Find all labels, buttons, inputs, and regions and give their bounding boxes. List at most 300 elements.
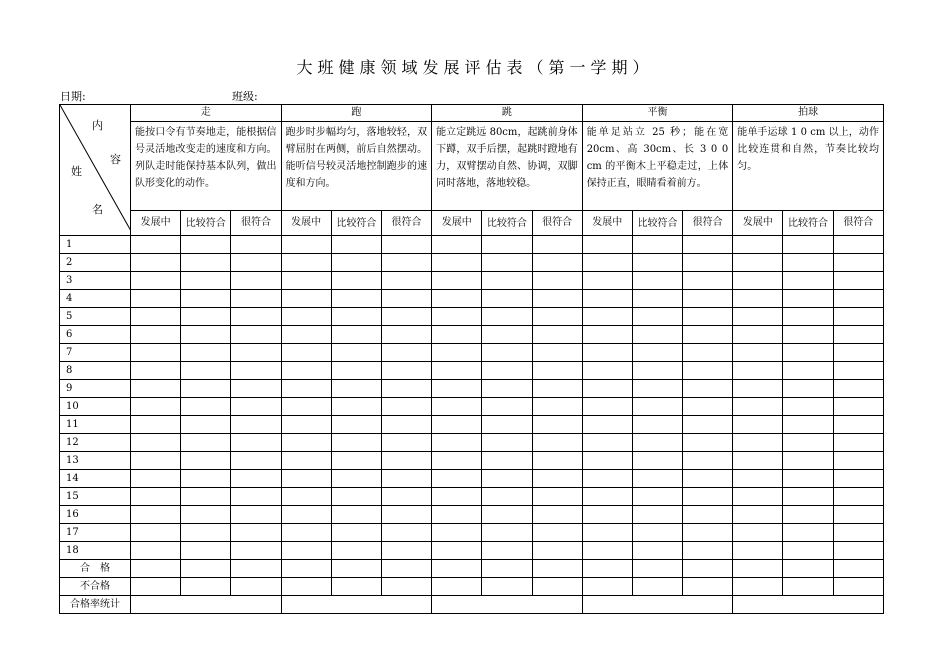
summary-cell[interactable]	[331, 560, 381, 578]
pass-rate-cell[interactable]	[733, 596, 884, 614]
summary-cell[interactable]	[482, 578, 532, 596]
score-cell[interactable]	[231, 416, 281, 434]
score-cell[interactable]	[733, 236, 783, 254]
score-cell[interactable]	[131, 416, 181, 434]
score-cell[interactable]	[833, 506, 883, 524]
score-cell[interactable]	[281, 452, 331, 470]
score-cell[interactable]	[131, 398, 181, 416]
score-cell[interactable]	[833, 434, 883, 452]
score-cell[interactable]	[783, 416, 833, 434]
score-cell[interactable]	[281, 254, 331, 272]
pass-rate-cell[interactable]	[131, 596, 282, 614]
score-cell[interactable]	[582, 524, 632, 542]
summary-cell[interactable]	[532, 578, 582, 596]
score-cell[interactable]	[131, 236, 181, 254]
score-cell[interactable]	[482, 452, 532, 470]
score-cell[interactable]	[632, 362, 682, 380]
score-cell[interactable]	[632, 290, 682, 308]
score-cell[interactable]	[733, 380, 783, 398]
score-cell[interactable]	[381, 452, 431, 470]
summary-cell[interactable]	[532, 560, 582, 578]
score-cell[interactable]	[281, 380, 331, 398]
score-cell[interactable]	[181, 506, 231, 524]
score-cell[interactable]	[683, 416, 733, 434]
score-cell[interactable]	[833, 326, 883, 344]
score-cell[interactable]	[783, 326, 833, 344]
score-cell[interactable]	[281, 308, 331, 326]
score-cell[interactable]	[231, 326, 281, 344]
score-cell[interactable]	[783, 470, 833, 488]
score-cell[interactable]	[582, 398, 632, 416]
score-cell[interactable]	[331, 470, 381, 488]
score-cell[interactable]	[432, 542, 482, 560]
score-cell[interactable]	[632, 398, 682, 416]
score-cell[interactable]	[131, 434, 181, 452]
score-cell[interactable]	[181, 272, 231, 290]
score-cell[interactable]	[833, 236, 883, 254]
score-cell[interactable]	[331, 272, 381, 290]
score-cell[interactable]	[131, 290, 181, 308]
score-cell[interactable]	[231, 236, 281, 254]
score-cell[interactable]	[532, 416, 582, 434]
score-cell[interactable]	[733, 326, 783, 344]
score-cell[interactable]	[181, 308, 231, 326]
score-cell[interactable]	[381, 398, 431, 416]
score-cell[interactable]	[833, 452, 883, 470]
score-cell[interactable]	[131, 380, 181, 398]
score-cell[interactable]	[683, 452, 733, 470]
score-cell[interactable]	[582, 488, 632, 506]
summary-cell[interactable]	[733, 560, 783, 578]
summary-cell[interactable]	[582, 578, 632, 596]
score-cell[interactable]	[683, 434, 733, 452]
score-cell[interactable]	[331, 326, 381, 344]
score-cell[interactable]	[833, 362, 883, 380]
summary-cell[interactable]	[683, 578, 733, 596]
score-cell[interactable]	[432, 416, 482, 434]
score-cell[interactable]	[432, 254, 482, 272]
score-cell[interactable]	[532, 398, 582, 416]
score-cell[interactable]	[381, 380, 431, 398]
score-cell[interactable]	[432, 506, 482, 524]
score-cell[interactable]	[833, 254, 883, 272]
score-cell[interactable]	[231, 542, 281, 560]
summary-cell[interactable]	[131, 578, 181, 596]
score-cell[interactable]	[582, 506, 632, 524]
score-cell[interactable]	[482, 524, 532, 542]
score-cell[interactable]	[733, 524, 783, 542]
summary-cell[interactable]	[683, 560, 733, 578]
score-cell[interactable]	[833, 416, 883, 434]
score-cell[interactable]	[432, 272, 482, 290]
score-cell[interactable]	[131, 506, 181, 524]
score-cell[interactable]	[632, 380, 682, 398]
score-cell[interactable]	[231, 452, 281, 470]
score-cell[interactable]	[281, 290, 331, 308]
score-cell[interactable]	[331, 434, 381, 452]
score-cell[interactable]	[482, 506, 532, 524]
score-cell[interactable]	[432, 308, 482, 326]
score-cell[interactable]	[733, 470, 783, 488]
score-cell[interactable]	[783, 254, 833, 272]
score-cell[interactable]	[181, 344, 231, 362]
score-cell[interactable]	[381, 308, 431, 326]
score-cell[interactable]	[482, 362, 532, 380]
score-cell[interactable]	[532, 488, 582, 506]
score-cell[interactable]	[683, 542, 733, 560]
score-cell[interactable]	[532, 452, 582, 470]
summary-cell[interactable]	[432, 578, 482, 596]
summary-cell[interactable]	[783, 578, 833, 596]
score-cell[interactable]	[532, 362, 582, 380]
score-cell[interactable]	[432, 290, 482, 308]
score-cell[interactable]	[381, 542, 431, 560]
score-cell[interactable]	[381, 434, 431, 452]
score-cell[interactable]	[231, 524, 281, 542]
score-cell[interactable]	[783, 344, 833, 362]
score-cell[interactable]	[181, 470, 231, 488]
score-cell[interactable]	[632, 470, 682, 488]
score-cell[interactable]	[432, 344, 482, 362]
score-cell[interactable]	[582, 272, 632, 290]
score-cell[interactable]	[532, 470, 582, 488]
score-cell[interactable]	[181, 254, 231, 272]
score-cell[interactable]	[281, 470, 331, 488]
score-cell[interactable]	[632, 308, 682, 326]
summary-cell[interactable]	[833, 560, 883, 578]
score-cell[interactable]	[783, 524, 833, 542]
summary-cell[interactable]	[482, 560, 532, 578]
score-cell[interactable]	[833, 398, 883, 416]
score-cell[interactable]	[783, 290, 833, 308]
score-cell[interactable]	[482, 272, 532, 290]
score-cell[interactable]	[783, 398, 833, 416]
score-cell[interactable]	[331, 398, 381, 416]
score-cell[interactable]	[231, 506, 281, 524]
score-cell[interactable]	[683, 308, 733, 326]
score-cell[interactable]	[632, 452, 682, 470]
summary-cell[interactable]	[181, 578, 231, 596]
score-cell[interactable]	[131, 326, 181, 344]
score-cell[interactable]	[432, 398, 482, 416]
score-cell[interactable]	[331, 452, 381, 470]
summary-cell[interactable]	[783, 560, 833, 578]
score-cell[interactable]	[632, 524, 682, 542]
score-cell[interactable]	[331, 416, 381, 434]
score-cell[interactable]	[683, 470, 733, 488]
score-cell[interactable]	[331, 488, 381, 506]
score-cell[interactable]	[683, 380, 733, 398]
score-cell[interactable]	[683, 254, 733, 272]
summary-cell[interactable]	[582, 560, 632, 578]
score-cell[interactable]	[181, 434, 231, 452]
score-cell[interactable]	[331, 290, 381, 308]
score-cell[interactable]	[532, 380, 582, 398]
score-cell[interactable]	[131, 254, 181, 272]
score-cell[interactable]	[482, 254, 532, 272]
summary-cell[interactable]	[331, 578, 381, 596]
score-cell[interactable]	[181, 290, 231, 308]
score-cell[interactable]	[582, 470, 632, 488]
score-cell[interactable]	[331, 236, 381, 254]
score-cell[interactable]	[482, 290, 532, 308]
score-cell[interactable]	[231, 290, 281, 308]
score-cell[interactable]	[632, 236, 682, 254]
score-cell[interactable]	[683, 344, 733, 362]
score-cell[interactable]	[532, 254, 582, 272]
score-cell[interactable]	[733, 290, 783, 308]
score-cell[interactable]	[683, 398, 733, 416]
score-cell[interactable]	[482, 308, 532, 326]
score-cell[interactable]	[131, 542, 181, 560]
score-cell[interactable]	[482, 488, 532, 506]
score-cell[interactable]	[482, 380, 532, 398]
score-cell[interactable]	[632, 542, 682, 560]
score-cell[interactable]	[381, 236, 431, 254]
score-cell[interactable]	[833, 272, 883, 290]
score-cell[interactable]	[532, 290, 582, 308]
score-cell[interactable]	[432, 326, 482, 344]
score-cell[interactable]	[281, 416, 331, 434]
score-cell[interactable]	[281, 542, 331, 560]
pass-rate-cell[interactable]	[582, 596, 733, 614]
score-cell[interactable]	[632, 254, 682, 272]
score-cell[interactable]	[683, 362, 733, 380]
score-cell[interactable]	[381, 488, 431, 506]
score-cell[interactable]	[582, 326, 632, 344]
score-cell[interactable]	[683, 290, 733, 308]
score-cell[interactable]	[632, 326, 682, 344]
score-cell[interactable]	[783, 272, 833, 290]
score-cell[interactable]	[833, 470, 883, 488]
score-cell[interactable]	[131, 524, 181, 542]
score-cell[interactable]	[181, 416, 231, 434]
summary-cell[interactable]	[131, 560, 181, 578]
score-cell[interactable]	[532, 236, 582, 254]
score-cell[interactable]	[231, 434, 281, 452]
score-cell[interactable]	[833, 542, 883, 560]
score-cell[interactable]	[532, 506, 582, 524]
score-cell[interactable]	[632, 488, 682, 506]
score-cell[interactable]	[582, 344, 632, 362]
score-cell[interactable]	[683, 506, 733, 524]
score-cell[interactable]	[381, 344, 431, 362]
score-cell[interactable]	[131, 272, 181, 290]
score-cell[interactable]	[833, 524, 883, 542]
score-cell[interactable]	[582, 416, 632, 434]
score-cell[interactable]	[231, 380, 281, 398]
score-cell[interactable]	[582, 542, 632, 560]
score-cell[interactable]	[432, 524, 482, 542]
score-cell[interactable]	[181, 362, 231, 380]
score-cell[interactable]	[231, 254, 281, 272]
score-cell[interactable]	[181, 398, 231, 416]
score-cell[interactable]	[131, 308, 181, 326]
score-cell[interactable]	[482, 542, 532, 560]
score-cell[interactable]	[381, 506, 431, 524]
score-cell[interactable]	[181, 326, 231, 344]
score-cell[interactable]	[783, 488, 833, 506]
score-cell[interactable]	[331, 308, 381, 326]
score-cell[interactable]	[683, 488, 733, 506]
summary-cell[interactable]	[281, 560, 331, 578]
score-cell[interactable]	[582, 362, 632, 380]
score-cell[interactable]	[783, 236, 833, 254]
score-cell[interactable]	[733, 488, 783, 506]
score-cell[interactable]	[532, 344, 582, 362]
score-cell[interactable]	[733, 362, 783, 380]
score-cell[interactable]	[231, 308, 281, 326]
summary-cell[interactable]	[231, 578, 281, 596]
score-cell[interactable]	[582, 452, 632, 470]
score-cell[interactable]	[733, 506, 783, 524]
score-cell[interactable]	[432, 362, 482, 380]
score-cell[interactable]	[532, 326, 582, 344]
score-cell[interactable]	[632, 272, 682, 290]
score-cell[interactable]	[181, 236, 231, 254]
summary-cell[interactable]	[632, 560, 682, 578]
score-cell[interactable]	[833, 308, 883, 326]
score-cell[interactable]	[532, 524, 582, 542]
score-cell[interactable]	[331, 542, 381, 560]
score-cell[interactable]	[432, 434, 482, 452]
score-cell[interactable]	[833, 290, 883, 308]
score-cell[interactable]	[331, 506, 381, 524]
summary-cell[interactable]	[833, 578, 883, 596]
pass-rate-cell[interactable]	[432, 596, 583, 614]
score-cell[interactable]	[432, 236, 482, 254]
score-cell[interactable]	[683, 272, 733, 290]
summary-cell[interactable]	[432, 560, 482, 578]
score-cell[interactable]	[783, 362, 833, 380]
score-cell[interactable]	[683, 524, 733, 542]
score-cell[interactable]	[532, 308, 582, 326]
score-cell[interactable]	[381, 416, 431, 434]
summary-cell[interactable]	[281, 578, 331, 596]
score-cell[interactable]	[482, 398, 532, 416]
score-cell[interactable]	[281, 236, 331, 254]
score-cell[interactable]	[582, 254, 632, 272]
score-cell[interactable]	[231, 344, 281, 362]
score-cell[interactable]	[131, 470, 181, 488]
score-cell[interactable]	[632, 416, 682, 434]
score-cell[interactable]	[783, 506, 833, 524]
score-cell[interactable]	[582, 434, 632, 452]
score-cell[interactable]	[632, 506, 682, 524]
summary-cell[interactable]	[733, 578, 783, 596]
pass-rate-cell[interactable]	[281, 596, 432, 614]
summary-cell[interactable]	[381, 578, 431, 596]
score-cell[interactable]	[181, 452, 231, 470]
score-cell[interactable]	[783, 434, 833, 452]
score-cell[interactable]	[733, 344, 783, 362]
score-cell[interactable]	[482, 326, 532, 344]
score-cell[interactable]	[582, 236, 632, 254]
score-cell[interactable]	[532, 434, 582, 452]
score-cell[interactable]	[582, 308, 632, 326]
summary-cell[interactable]	[632, 578, 682, 596]
score-cell[interactable]	[833, 344, 883, 362]
score-cell[interactable]	[482, 236, 532, 254]
score-cell[interactable]	[181, 542, 231, 560]
score-cell[interactable]	[231, 362, 281, 380]
score-cell[interactable]	[231, 272, 281, 290]
score-cell[interactable]	[833, 380, 883, 398]
score-cell[interactable]	[331, 362, 381, 380]
score-cell[interactable]	[432, 470, 482, 488]
score-cell[interactable]	[783, 452, 833, 470]
score-cell[interactable]	[783, 542, 833, 560]
score-cell[interactable]	[432, 380, 482, 398]
score-cell[interactable]	[432, 452, 482, 470]
score-cell[interactable]	[733, 452, 783, 470]
score-cell[interactable]	[381, 326, 431, 344]
score-cell[interactable]	[231, 488, 281, 506]
score-cell[interactable]	[482, 434, 532, 452]
score-cell[interactable]	[331, 380, 381, 398]
score-cell[interactable]	[733, 542, 783, 560]
score-cell[interactable]	[281, 362, 331, 380]
score-cell[interactable]	[783, 380, 833, 398]
score-cell[interactable]	[381, 524, 431, 542]
score-cell[interactable]	[733, 398, 783, 416]
score-cell[interactable]	[181, 488, 231, 506]
score-cell[interactable]	[532, 542, 582, 560]
score-cell[interactable]	[131, 452, 181, 470]
score-cell[interactable]	[281, 344, 331, 362]
score-cell[interactable]	[281, 488, 331, 506]
score-cell[interactable]	[281, 524, 331, 542]
score-cell[interactable]	[532, 272, 582, 290]
score-cell[interactable]	[331, 254, 381, 272]
score-cell[interactable]	[131, 488, 181, 506]
score-cell[interactable]	[281, 326, 331, 344]
score-cell[interactable]	[381, 272, 431, 290]
score-cell[interactable]	[331, 344, 381, 362]
score-cell[interactable]	[833, 488, 883, 506]
score-cell[interactable]	[381, 470, 431, 488]
score-cell[interactable]	[131, 344, 181, 362]
score-cell[interactable]	[181, 380, 231, 398]
score-cell[interactable]	[733, 416, 783, 434]
score-cell[interactable]	[131, 362, 181, 380]
summary-cell[interactable]	[381, 560, 431, 578]
score-cell[interactable]	[733, 254, 783, 272]
score-cell[interactable]	[432, 488, 482, 506]
summary-cell[interactable]	[181, 560, 231, 578]
score-cell[interactable]	[231, 398, 281, 416]
score-cell[interactable]	[733, 434, 783, 452]
score-cell[interactable]	[281, 434, 331, 452]
score-cell[interactable]	[281, 398, 331, 416]
score-cell[interactable]	[582, 380, 632, 398]
score-cell[interactable]	[632, 434, 682, 452]
score-cell[interactable]	[683, 236, 733, 254]
score-cell[interactable]	[231, 470, 281, 488]
score-cell[interactable]	[632, 344, 682, 362]
score-cell[interactable]	[281, 506, 331, 524]
score-cell[interactable]	[482, 344, 532, 362]
score-cell[interactable]	[683, 326, 733, 344]
score-cell[interactable]	[331, 524, 381, 542]
score-cell[interactable]	[482, 416, 532, 434]
score-cell[interactable]	[381, 290, 431, 308]
score-cell[interactable]	[783, 308, 833, 326]
score-cell[interactable]	[733, 272, 783, 290]
score-cell[interactable]	[281, 272, 331, 290]
summary-cell[interactable]	[231, 560, 281, 578]
score-cell[interactable]	[381, 362, 431, 380]
